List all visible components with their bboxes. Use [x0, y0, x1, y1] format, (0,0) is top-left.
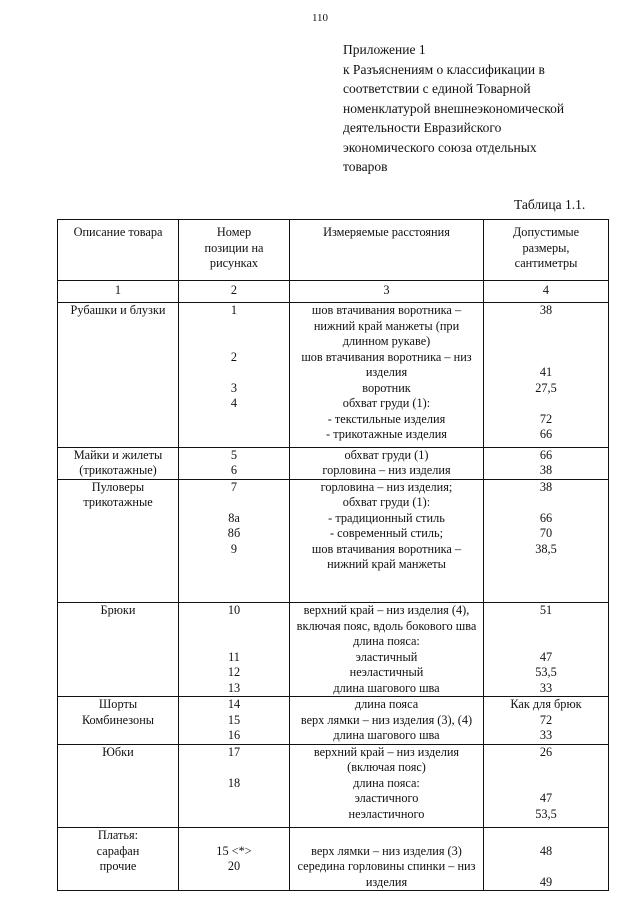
cell-position-number — [179, 744, 290, 828]
cell-allowed-size — [484, 479, 609, 603]
header-line: сантиметры — [514, 256, 578, 270]
header-position-number — [179, 220, 290, 281]
cell-line: обхват груди (1): — [342, 495, 431, 509]
cell-line: 12 — [227, 665, 241, 679]
cell-line: 10 — [227, 603, 241, 617]
cell-line: неэластичный — [349, 665, 424, 679]
cell-line: длина шагового шва — [333, 680, 440, 695]
cell-line — [484, 634, 608, 650]
cell-line — [484, 334, 608, 350]
cell-allowed-size — [484, 447, 609, 479]
cell-line: - современный стиль; — [329, 526, 444, 540]
cell-line: Рубашки и блузки — [70, 303, 166, 317]
cell-allowed-size — [484, 303, 609, 448]
appendix-line: номенклатурой внешнеэкономической — [343, 100, 565, 116]
cell-line: нижний край манжеты — [327, 557, 446, 571]
cell-line: 14 — [227, 697, 241, 711]
column-number: 2 — [179, 281, 290, 303]
cell-line: 33 — [539, 680, 553, 695]
cell-line: Майки и жилеты — [73, 447, 163, 462]
cell-line: Шорты — [98, 697, 138, 711]
cell-description — [58, 303, 179, 448]
cell-line: 7 — [230, 479, 238, 494]
cell-description — [58, 828, 179, 891]
cell-line: 15 — [227, 712, 241, 727]
cell-line: середина горловины спинки – низ — [297, 859, 476, 873]
cell-line: горловина – низ изделия — [322, 463, 451, 477]
cell-line: 13 — [227, 680, 241, 695]
cell-line: 66 — [539, 510, 553, 525]
cell-line: (трикотажные) — [79, 463, 157, 477]
cell-line — [484, 619, 608, 635]
cell-line — [290, 828, 483, 844]
cell-line: 16 — [227, 728, 241, 742]
cell-line: длина пояса: — [353, 634, 420, 648]
cell-measured-distance — [290, 828, 484, 891]
header-description — [58, 220, 179, 281]
cell-line — [484, 776, 608, 792]
appendix-line: деятельности Евразийского — [343, 120, 502, 135]
header-line: рисунках — [209, 256, 259, 270]
cell-allowed-size — [484, 697, 609, 745]
cell-line — [179, 828, 289, 844]
cell-line: прочие — [99, 859, 137, 873]
cell-description — [58, 479, 179, 603]
cell-line: нижний край манжеты (при — [313, 318, 460, 333]
appendix-line: Приложение 1 — [343, 42, 426, 57]
cell-line — [179, 634, 289, 650]
measurements-table — [57, 219, 609, 891]
cell-description — [58, 697, 179, 745]
cell-line: 20 — [227, 859, 241, 873]
cell-line — [58, 728, 178, 744]
header-row — [58, 220, 609, 281]
cell-line — [484, 557, 608, 573]
cell-line: 8а — [228, 510, 240, 525]
cell-line — [179, 365, 289, 381]
cell-line — [179, 557, 289, 573]
cell-line: горловина – низ изделия; — [320, 479, 453, 494]
cell-measured-distance — [290, 479, 484, 603]
cell-line: 47 — [539, 791, 553, 805]
cell-position-number — [179, 697, 290, 745]
cell-line — [179, 791, 289, 807]
appendix-line: соответствии с единой Товарной — [343, 81, 531, 96]
appendix-line: к Разъяснениям о классификации в — [343, 61, 545, 77]
cell-description — [58, 744, 179, 828]
header-line: Описание товара — [73, 225, 163, 239]
cell-line: воротник — [362, 380, 411, 395]
table-row — [58, 744, 609, 828]
cell-line: 66 — [539, 447, 553, 462]
cell-line: 72 — [539, 411, 553, 426]
cell-line — [484, 495, 608, 511]
header-line: размеры, — [522, 240, 570, 255]
cell-line: Юбки — [102, 744, 134, 759]
table-row — [58, 697, 609, 745]
page-number: 110 — [311, 12, 329, 24]
cell-line: Комбинезоны — [81, 712, 155, 727]
cell-line: Платья: — [97, 828, 139, 842]
header-line: позиции на — [204, 240, 264, 255]
cell-line — [179, 427, 289, 443]
table-row — [58, 603, 609, 697]
cell-line: - текстильные изделия — [327, 411, 446, 426]
cell-line: 49 — [539, 874, 553, 889]
cell-line: 6 — [230, 463, 238, 477]
cell-line: обхват груди (1) — [344, 447, 429, 462]
appendix-line: экономического союза отдельных — [343, 139, 537, 155]
table-row — [58, 447, 609, 479]
cell-position-number — [179, 479, 290, 603]
cell-measured-distance — [290, 697, 484, 745]
cell-line: трикотажные — [83, 495, 153, 509]
cell-line: 38 — [539, 303, 553, 317]
cell-line: 18 — [227, 775, 241, 790]
cell-allowed-size — [484, 603, 609, 697]
cell-line — [484, 319, 608, 335]
cell-measured-distance — [290, 603, 484, 697]
header-allowed-sizes — [484, 220, 609, 281]
cell-line — [179, 495, 289, 511]
column-number-row — [58, 281, 609, 303]
cell-line: 26 — [539, 744, 553, 759]
cell-line: эластичного — [354, 791, 419, 805]
appendix-heading — [343, 40, 613, 177]
column-number: 4 — [484, 281, 609, 303]
cell-line — [179, 619, 289, 635]
cell-line — [179, 334, 289, 350]
header-line: Измеряемые расстояния — [323, 225, 450, 239]
cell-line: обхват груди (1): — [342, 396, 431, 410]
cell-line: 5 — [230, 447, 238, 462]
cell-line: 47 — [539, 649, 553, 664]
table-body — [58, 303, 609, 891]
cell-line — [484, 350, 608, 366]
cell-line: изделия — [365, 874, 408, 889]
cell-line: 3 — [230, 380, 238, 395]
cell-line: шов втачивания воротника – — [311, 303, 462, 317]
cell-position-number — [179, 828, 290, 891]
cell-allowed-size — [484, 744, 609, 828]
cell-line: 4 — [230, 396, 238, 410]
table-row — [58, 828, 609, 891]
cell-line: 53,5 — [535, 665, 557, 679]
cell-line: - традиционный стиль — [328, 510, 445, 525]
cell-line: 8б — [227, 526, 241, 540]
header-measured-distances — [290, 220, 484, 281]
cell-line: верхний край – низ изделия (4), — [303, 603, 470, 617]
table-row — [58, 303, 609, 448]
cell-line: 51 — [539, 603, 553, 617]
cell-line — [179, 807, 289, 823]
cell-description — [58, 447, 179, 479]
cell-line: - трикотажные изделия — [326, 427, 447, 441]
cell-line: Как для брюк — [510, 697, 582, 711]
cell-line: 41 — [539, 365, 553, 379]
cell-line: 9 — [230, 541, 238, 556]
cell-measured-distance — [290, 447, 484, 479]
cell-line: 38 — [539, 479, 553, 494]
cell-line: шов втачивания воротника – низ — [301, 349, 472, 364]
cell-line: длина пояса — [354, 697, 419, 711]
column-number: 3 — [290, 281, 484, 303]
cell-line — [179, 875, 289, 891]
cell-line: 2 — [230, 349, 238, 364]
cell-line — [484, 573, 608, 589]
cell-line: 72 — [539, 712, 553, 727]
cell-line: неэластичного — [348, 806, 425, 821]
cell-line: включая пояс, вдоль бокового шва — [296, 618, 477, 633]
appendix-line: товаров — [343, 159, 388, 174]
cell-line: изделия — [365, 365, 408, 379]
header-line: Допустимые — [512, 225, 580, 239]
cell-measured-distance — [290, 303, 484, 448]
cell-line: 70 — [539, 526, 553, 540]
cell-line — [179, 412, 289, 428]
cell-line: Пуловеры — [91, 479, 145, 494]
cell-measured-distance — [290, 744, 484, 828]
cell-line: шов втачивания воротника – — [311, 541, 462, 556]
cell-position-number — [179, 447, 290, 479]
table-row — [58, 479, 609, 603]
cell-line: 11 — [228, 649, 240, 664]
cell-line: 17 — [227, 744, 241, 759]
cell-description — [58, 603, 179, 697]
cell-line: верхний край – низ изделия — [313, 744, 460, 759]
cell-line: 33 — [539, 728, 553, 742]
cell-line: 38 — [539, 463, 553, 477]
cell-line — [484, 859, 608, 875]
cell-line: 66 — [539, 427, 553, 441]
header-line: Номер — [216, 225, 252, 239]
cell-line: 1 — [230, 303, 238, 317]
cell-line: верх лямки – низ изделия (3) — [311, 843, 462, 858]
cell-line: (включая пояс) — [347, 760, 426, 774]
cell-allowed-size — [484, 828, 609, 891]
cell-line: длинном рукаве) — [342, 334, 431, 348]
cell-line — [484, 396, 608, 412]
cell-line: эластичный — [355, 649, 418, 664]
table-caption: Таблица 1.1. — [514, 197, 586, 212]
cell-line: 38,5 — [535, 541, 557, 556]
cell-line: Брюки — [100, 603, 136, 617]
cell-line — [179, 573, 289, 589]
cell-line — [290, 573, 483, 589]
cell-line: 27,5 — [535, 380, 557, 395]
cell-line: верх лямки – низ изделия (3), (4) — [300, 712, 473, 727]
cell-line: 53,5 — [535, 806, 557, 821]
column-number: 1 — [58, 281, 179, 303]
cell-line — [484, 828, 608, 844]
cell-line: 48 — [539, 843, 553, 858]
cell-line — [179, 760, 289, 776]
cell-position-number — [179, 603, 290, 697]
cell-line — [484, 760, 608, 776]
cell-line: 15 <*> — [216, 843, 252, 858]
cell-line — [179, 319, 289, 335]
cell-position-number — [179, 303, 290, 448]
cell-line: длина шагового шва — [333, 728, 440, 742]
cell-line: длина пояса: — [353, 775, 420, 790]
cell-line: сарафан — [96, 843, 140, 858]
cell-line — [58, 875, 178, 891]
